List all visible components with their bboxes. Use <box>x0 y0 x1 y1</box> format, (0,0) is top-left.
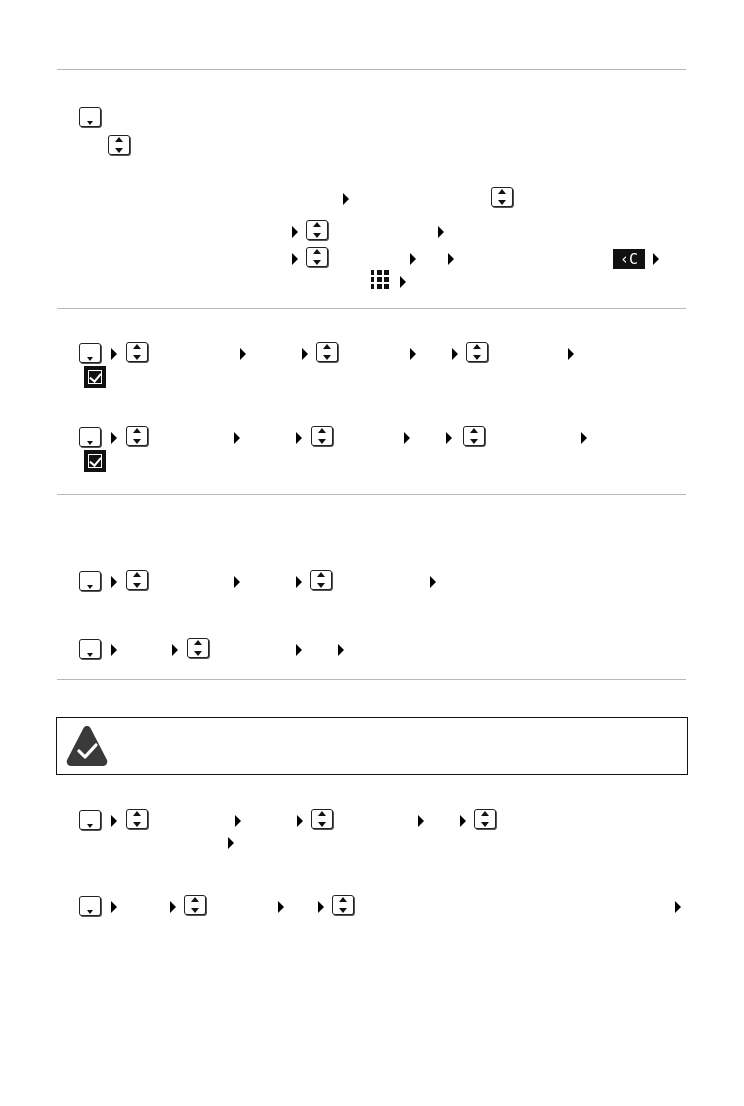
arrow-right-icon <box>452 348 458 360</box>
arrow-right-icon <box>111 901 117 913</box>
navigation-key-icon <box>108 135 130 155</box>
section-divider <box>57 679 686 680</box>
arrow-right-icon <box>338 644 344 656</box>
menu-softkey-icon <box>79 571 101 591</box>
section-divider <box>57 69 686 70</box>
menu-softkey-icon <box>79 896 101 916</box>
arrow-right-icon <box>278 901 284 913</box>
keypad-icon <box>369 268 395 290</box>
arrow-right-icon <box>675 901 681 913</box>
arrow-right-icon <box>292 226 298 238</box>
arrow-right-icon <box>438 226 444 238</box>
navigation-key-icon <box>463 426 485 446</box>
navigation-key-icon <box>126 570 148 590</box>
arrow-right-icon <box>234 432 240 444</box>
note-box <box>56 717 688 775</box>
navigation-key-icon <box>316 342 338 362</box>
arrow-right-icon <box>400 276 406 288</box>
navigation-key-icon <box>126 426 148 446</box>
arrow-right-icon <box>234 576 240 588</box>
arrow-right-icon <box>296 576 302 588</box>
arrow-right-icon <box>418 815 424 827</box>
navigation-key-icon <box>306 247 328 267</box>
arrow-right-icon <box>410 253 416 265</box>
arrow-right-icon <box>111 815 117 827</box>
menu-softkey-icon <box>79 107 101 127</box>
arrow-right-icon <box>404 432 410 444</box>
arrow-right-icon <box>111 576 117 588</box>
arrow-right-icon <box>111 644 117 656</box>
arrow-right-icon <box>581 432 587 444</box>
navigation-key-icon <box>310 570 332 590</box>
navigation-key-icon <box>491 187 513 207</box>
checkmark-triangle-icon <box>65 724 109 768</box>
navigation-key-icon <box>187 638 209 658</box>
section-divider <box>57 494 686 495</box>
arrow-right-icon <box>296 644 302 656</box>
delete-key-icon: ‹C <box>613 249 645 269</box>
arrow-right-icon <box>568 348 574 360</box>
navigation-key-icon <box>332 895 354 915</box>
navigation-key-icon <box>126 809 148 829</box>
arrow-right-icon <box>460 815 466 827</box>
arrow-right-icon <box>296 432 302 444</box>
arrow-right-icon <box>297 815 303 827</box>
section-divider <box>57 308 686 309</box>
navigation-key-icon <box>311 426 333 446</box>
arrow-right-icon <box>318 901 324 913</box>
navigation-key-icon <box>466 342 488 362</box>
menu-softkey-icon <box>79 639 101 659</box>
arrow-right-icon <box>170 901 176 913</box>
arrow-right-icon <box>292 253 298 265</box>
arrow-right-icon <box>343 193 349 205</box>
arrow-right-icon <box>235 815 241 827</box>
navigation-key-icon <box>311 809 333 829</box>
navigation-key-icon <box>184 895 206 915</box>
arrow-right-icon <box>410 348 416 360</box>
menu-softkey-icon <box>79 343 101 363</box>
menu-softkey-icon <box>79 427 101 447</box>
checkbox-checked-icon <box>84 450 106 472</box>
arrow-right-icon <box>653 253 659 265</box>
arrow-right-icon <box>111 348 117 360</box>
navigation-key-icon <box>306 220 328 240</box>
arrow-right-icon <box>446 432 452 444</box>
arrow-right-icon <box>228 837 234 849</box>
arrow-right-icon <box>302 348 308 360</box>
navigation-key-icon <box>126 342 148 362</box>
arrow-right-icon <box>111 432 117 444</box>
checkbox-checked-icon <box>84 366 106 388</box>
arrow-right-icon <box>240 348 246 360</box>
menu-softkey-icon <box>79 810 101 830</box>
arrow-right-icon <box>448 253 454 265</box>
arrow-right-icon <box>172 644 178 656</box>
arrow-right-icon <box>430 576 436 588</box>
navigation-key-icon <box>474 809 496 829</box>
